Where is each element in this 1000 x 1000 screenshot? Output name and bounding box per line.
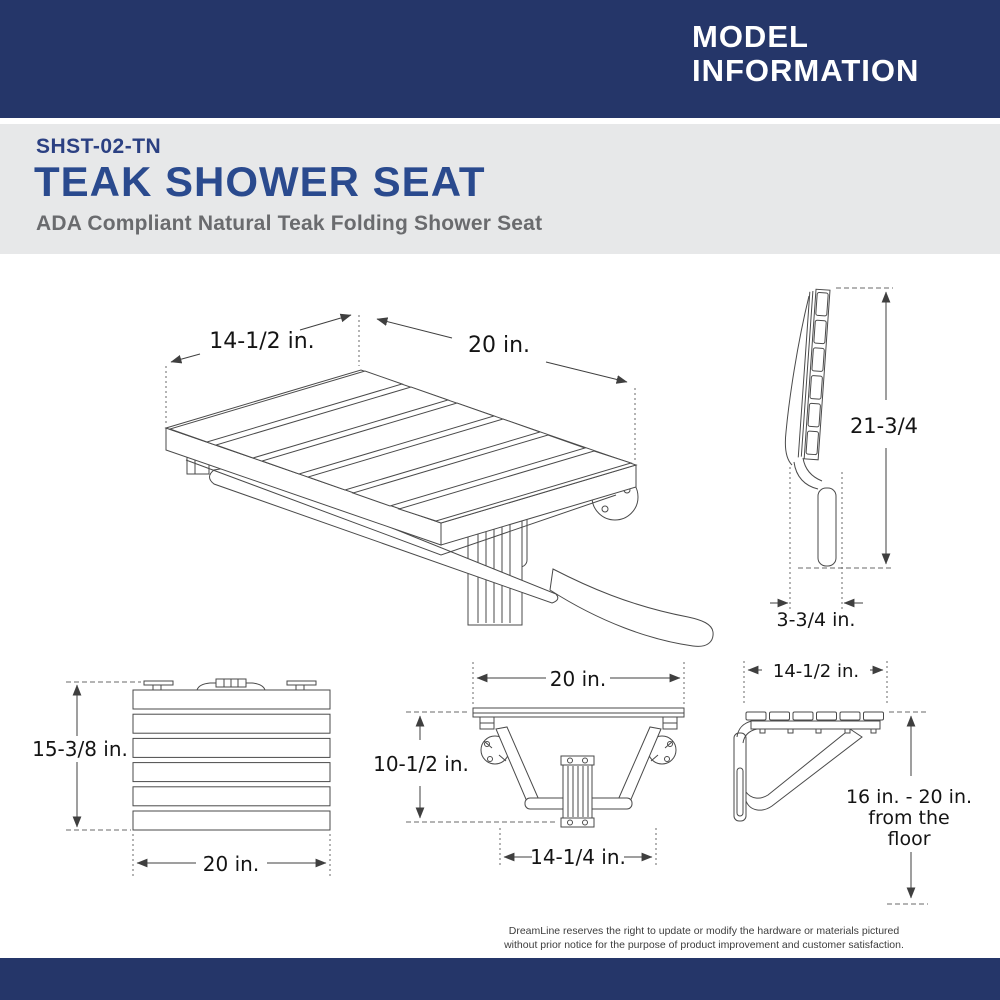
open-side-wall-bracket — [734, 721, 862, 821]
disclaimer-line1: DreamLine reserves the right to update or modify the hardware or materials pictured — [508, 925, 900, 937]
open-front-seat — [473, 708, 684, 729]
product-title: TEAK SHOWER SEAT — [34, 158, 486, 205]
open-side-floor-label-line2: from the — [868, 807, 950, 829]
iso-view — [166, 315, 713, 646]
iso-width-label: 20 in. — [467, 333, 531, 358]
folded-depth-dimension — [770, 467, 863, 631]
open-side-seat — [746, 712, 884, 733]
folded-front-height-dimension — [32, 682, 141, 830]
open-side-depth-label: 14-1/2 in. — [772, 661, 860, 682]
folded-front-view — [32, 679, 330, 876]
open-front-width-dimension — [473, 662, 684, 706]
folded-height-label: 21-3/4 — [849, 414, 919, 438]
folded-front-width-dimension — [133, 834, 330, 876]
model-code: SHST-02-TN — [36, 135, 162, 158]
open-side-floor-label-line3: floor — [887, 828, 931, 850]
folded-depth-label: 3-3/4 in. — [776, 609, 856, 631]
open-front-mount-width-dimension — [500, 828, 656, 869]
page-title-line2: INFORMATION — [692, 53, 920, 88]
folded-front-slats — [133, 690, 330, 830]
iso-depth-label: 14-1/2 in. — [209, 329, 315, 354]
folded-wall-bracket — [794, 458, 836, 566]
iso-seat — [166, 370, 636, 555]
footer-band — [0, 958, 1000, 1000]
disclaimer-line2: without prior notice for the purpose of product improvement and customer satisfaction. — [504, 938, 904, 951]
disclaimer-text — [444, 925, 964, 952]
open-front-width-label: 20 in. — [549, 667, 607, 691]
iso-folding-leg-tube — [550, 569, 713, 646]
open-side-view — [734, 661, 972, 904]
open-side-depth-dimension — [744, 661, 887, 706]
folded-front-width-label: 20 in. — [202, 852, 260, 876]
open-front-view — [373, 662, 684, 869]
product-subtitle: ADA Compliant Natural Teak Folding Shower Seat — [36, 212, 543, 235]
open-front-height-label: 10-1/2 in. — [373, 752, 469, 776]
open-side-floor-label-line1: 16 in. - 20 in. — [845, 786, 973, 808]
open-front-mount-width-label: 14-1/4 in. — [530, 845, 626, 869]
folded-front-hardware — [144, 679, 316, 690]
folded-front-height-label: 15-3/8 in. — [32, 737, 128, 761]
open-front-mount-bracket — [561, 756, 594, 827]
open-side-floor-dimension — [846, 712, 972, 904]
folded-slat-column — [798, 289, 830, 460]
folded-side-view — [770, 288, 918, 631]
page-title-line1: MODEL — [692, 19, 809, 54]
